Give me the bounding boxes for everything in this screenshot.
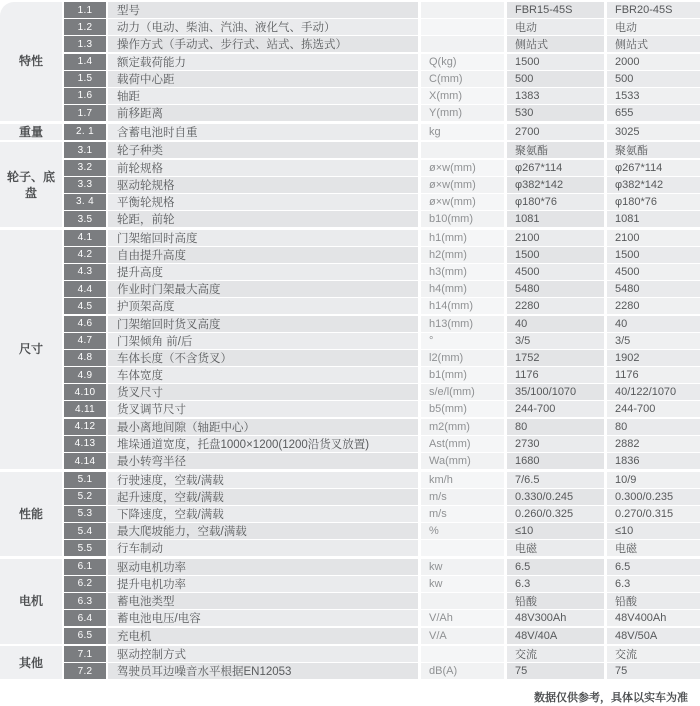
value-model-2: 0.270/0.315 bbox=[607, 506, 700, 522]
table-row bbox=[64, 663, 700, 679]
table-row bbox=[64, 19, 700, 35]
row-number: 6.1 bbox=[64, 559, 106, 575]
table-row bbox=[64, 36, 700, 52]
unit-label: V/Ah bbox=[421, 610, 504, 626]
unit-label: h4(mm) bbox=[421, 281, 504, 297]
unit-label bbox=[421, 19, 504, 35]
param-name: 操作方式（手动式、步行式、站式、拣选式） bbox=[108, 36, 418, 52]
value-model-2: 铅酸 bbox=[607, 593, 700, 609]
param-name: 门架缩回时货叉高度 bbox=[108, 316, 418, 332]
row-number: 7.1 bbox=[64, 646, 106, 662]
table-row bbox=[64, 610, 700, 626]
unit-label: h3(mm) bbox=[421, 264, 504, 280]
value-model-1: 244-700 bbox=[507, 401, 604, 417]
unit-label: kw bbox=[421, 576, 504, 592]
category-cell: 尺寸 bbox=[0, 230, 62, 469]
unit-label: Wa(mm) bbox=[421, 453, 504, 469]
param-name: 货叉尺寸 bbox=[108, 384, 418, 400]
table-row bbox=[64, 264, 700, 280]
row-number: 5.1 bbox=[64, 472, 106, 488]
value-model-1: φ267*114 bbox=[507, 160, 604, 176]
unit-label bbox=[421, 593, 504, 609]
unit-label bbox=[421, 646, 504, 662]
value-model-1: 7/6.5 bbox=[507, 472, 604, 488]
value-model-1: 聚氨酯 bbox=[507, 142, 604, 158]
row-number: 6.5 bbox=[64, 628, 106, 644]
unit-label: kw bbox=[421, 559, 504, 575]
unit-label bbox=[421, 540, 504, 556]
unit-label bbox=[421, 142, 504, 158]
table-row bbox=[64, 506, 700, 522]
value-model-2: 1902 bbox=[607, 350, 700, 366]
value-model-2: 1500 bbox=[607, 247, 700, 263]
unit-label: h2(mm) bbox=[421, 247, 504, 263]
row-number: 4.11 bbox=[64, 401, 106, 417]
value-model-1: 530 bbox=[507, 105, 604, 121]
value-model-2: 244-700 bbox=[607, 401, 700, 417]
param-name: 门架倾角 前/后 bbox=[108, 333, 418, 349]
param-name: 作业时门架最大高度 bbox=[108, 281, 418, 297]
unit-label: kg bbox=[421, 124, 504, 140]
row-number: 3.1 bbox=[64, 142, 106, 158]
row-number: 4.4 bbox=[64, 281, 106, 297]
table-row bbox=[64, 160, 700, 176]
param-name: 前轮规格 bbox=[108, 160, 418, 176]
unit-label: h14(mm) bbox=[421, 298, 504, 314]
unit-label: Ast(mm) bbox=[421, 436, 504, 452]
table-row bbox=[64, 436, 700, 452]
value-model-2: 40 bbox=[607, 316, 700, 332]
value-model-1: 0.330/0.245 bbox=[507, 489, 604, 505]
param-name: 自由提升高度 bbox=[108, 247, 418, 263]
unit-label: h1(mm) bbox=[421, 230, 504, 246]
value-model-2: 1836 bbox=[607, 453, 700, 469]
param-name: 前移距离 bbox=[108, 105, 418, 121]
value-model-2: φ267*114 bbox=[607, 160, 700, 176]
row-number: 1.5 bbox=[64, 71, 106, 87]
table-row bbox=[64, 453, 700, 469]
unit-label: l2(mm) bbox=[421, 350, 504, 366]
value-model-2: 3/5 bbox=[607, 333, 700, 349]
value-model-2: 交流 bbox=[607, 646, 700, 662]
row-number: 1.6 bbox=[64, 88, 106, 104]
value-model-1: 电动 bbox=[507, 19, 604, 35]
row-number: 6.3 bbox=[64, 593, 106, 609]
value-model-2: 48V/50A bbox=[607, 628, 700, 644]
param-name: 充电机 bbox=[108, 628, 418, 644]
value-model-2: FBR20-45S bbox=[607, 2, 700, 18]
table-row bbox=[64, 333, 700, 349]
row-number: 5.3 bbox=[64, 506, 106, 522]
table-section bbox=[0, 646, 700, 679]
unit-label: h13(mm) bbox=[421, 316, 504, 332]
value-model-1: 6.5 bbox=[507, 559, 604, 575]
unit-label: b1(mm) bbox=[421, 367, 504, 383]
table-row bbox=[64, 88, 700, 104]
value-model-2: 电动 bbox=[607, 19, 700, 35]
param-name: 护顶架高度 bbox=[108, 298, 418, 314]
value-model-2: 3025 bbox=[607, 124, 700, 140]
value-model-2: 2280 bbox=[607, 298, 700, 314]
row-number: 4.13 bbox=[64, 436, 106, 452]
unit-label: X(mm) bbox=[421, 88, 504, 104]
value-model-1: 5480 bbox=[507, 281, 604, 297]
value-model-1: 2280 bbox=[507, 298, 604, 314]
table-row bbox=[64, 472, 700, 488]
param-name: 提升电机功率 bbox=[108, 576, 418, 592]
row-number: 4.5 bbox=[64, 298, 106, 314]
param-name: 堆垛通道宽度，托盘1000×1200(1200沿货叉放置) bbox=[108, 436, 418, 452]
value-model-1: 75 bbox=[507, 663, 604, 679]
row-number: 6.2 bbox=[64, 576, 106, 592]
unit-label bbox=[421, 2, 504, 18]
value-model-1: 0.260/0.325 bbox=[507, 506, 604, 522]
table-row bbox=[64, 230, 700, 246]
param-name: 行驶速度，空载/满载 bbox=[108, 472, 418, 488]
value-model-2: 0.300/0.235 bbox=[607, 489, 700, 505]
value-model-2: 4500 bbox=[607, 264, 700, 280]
value-model-2: φ180*76 bbox=[607, 194, 700, 210]
table-row bbox=[64, 628, 700, 644]
param-name: 型号 bbox=[108, 2, 418, 18]
table-row bbox=[64, 646, 700, 662]
unit-label: Y(mm) bbox=[421, 105, 504, 121]
value-model-1: 1752 bbox=[507, 350, 604, 366]
value-model-1: 40 bbox=[507, 316, 604, 332]
value-model-2: 侧站式 bbox=[607, 36, 700, 52]
unit-label: ø×w(mm) bbox=[421, 194, 504, 210]
value-model-2: 2882 bbox=[607, 436, 700, 452]
row-number: 5.2 bbox=[64, 489, 106, 505]
table-row bbox=[64, 54, 700, 70]
category-cell: 轮子、底盘 bbox=[0, 142, 62, 227]
table-row bbox=[64, 124, 700, 140]
unit-label: s/e/l(mm) bbox=[421, 384, 504, 400]
table-row bbox=[64, 593, 700, 609]
param-name: 驾驶员耳边噪音水平根据EN12053 bbox=[108, 663, 418, 679]
param-name: 最大爬坡能力，空载/满载 bbox=[108, 523, 418, 539]
row-number: 3.5 bbox=[64, 211, 106, 227]
value-model-1: 侧站式 bbox=[507, 36, 604, 52]
unit-label: ø×w(mm) bbox=[421, 177, 504, 193]
param-name: 驱动控制方式 bbox=[108, 646, 418, 662]
row-number: 4.1 bbox=[64, 230, 106, 246]
value-model-1: 80 bbox=[507, 419, 604, 435]
param-name: 提升高度 bbox=[108, 264, 418, 280]
table-row bbox=[64, 384, 700, 400]
unit-label: m2(mm) bbox=[421, 419, 504, 435]
unit-label: C(mm) bbox=[421, 71, 504, 87]
value-model-2: 电磁 bbox=[607, 540, 700, 556]
table-row bbox=[64, 142, 700, 158]
row-number: 4.3 bbox=[64, 264, 106, 280]
value-model-2: 2100 bbox=[607, 230, 700, 246]
table-row bbox=[64, 316, 700, 332]
value-model-1: 1500 bbox=[507, 247, 604, 263]
param-name: 车体宽度 bbox=[108, 367, 418, 383]
param-name: 驱动电机功率 bbox=[108, 559, 418, 575]
param-name: 蓄电池电压/电容 bbox=[108, 610, 418, 626]
unit-label: km/h bbox=[421, 472, 504, 488]
value-model-1: FBR15-45S bbox=[507, 2, 604, 18]
param-name: 载荷中心距 bbox=[108, 71, 418, 87]
param-name: 最小转弯半径 bbox=[108, 453, 418, 469]
value-model-2: 2000 bbox=[607, 54, 700, 70]
param-name: 最小离地间隙（轴距中心） bbox=[108, 419, 418, 435]
unit-label: b10(mm) bbox=[421, 211, 504, 227]
value-model-2: 5480 bbox=[607, 281, 700, 297]
unit-label: ° bbox=[421, 333, 504, 349]
value-model-1: 铅酸 bbox=[507, 593, 604, 609]
row-number: 7.2 bbox=[64, 663, 106, 679]
value-model-2: 1533 bbox=[607, 88, 700, 104]
row-number: 4.14 bbox=[64, 453, 106, 469]
table-row bbox=[64, 71, 700, 87]
param-name: 行车制动 bbox=[108, 540, 418, 556]
row-number: 4.8 bbox=[64, 350, 106, 366]
row-number: 1.1 bbox=[64, 2, 106, 18]
table-row bbox=[64, 194, 700, 210]
table-row bbox=[64, 540, 700, 556]
table-row bbox=[64, 523, 700, 539]
row-number: 3. 4 bbox=[64, 194, 106, 210]
row-number: 4.9 bbox=[64, 367, 106, 383]
param-name: 门架缩回时高度 bbox=[108, 230, 418, 246]
row-number: 4.10 bbox=[64, 384, 106, 400]
category-cell: 特性 bbox=[0, 2, 62, 121]
param-name: 含蓄电池时自重 bbox=[108, 124, 418, 140]
param-name: 车体长度（不含货叉） bbox=[108, 350, 418, 366]
table-row bbox=[64, 367, 700, 383]
table-row bbox=[64, 350, 700, 366]
disclaimer-note: 数据仅供参考，具体以实车为准 bbox=[534, 692, 688, 705]
table-section bbox=[0, 559, 700, 644]
table-row bbox=[64, 576, 700, 592]
value-model-1: 1081 bbox=[507, 211, 604, 227]
param-name: 蓄电池类型 bbox=[108, 593, 418, 609]
value-model-2: 80 bbox=[607, 419, 700, 435]
table-section bbox=[0, 124, 700, 140]
param-name: 额定载荷能力 bbox=[108, 54, 418, 70]
table-section bbox=[0, 142, 700, 227]
value-model-2: φ382*142 bbox=[607, 177, 700, 193]
table-section bbox=[0, 2, 700, 121]
value-model-1: 3/5 bbox=[507, 333, 604, 349]
param-name: 驱动轮规格 bbox=[108, 177, 418, 193]
unit-label: m/s bbox=[421, 506, 504, 522]
row-number: 4.7 bbox=[64, 333, 106, 349]
value-model-2: 6.5 bbox=[607, 559, 700, 575]
value-model-2: 48V400Ah bbox=[607, 610, 700, 626]
value-model-1: 电磁 bbox=[507, 540, 604, 556]
value-model-1: 48V/40A bbox=[507, 628, 604, 644]
value-model-2: 10/9 bbox=[607, 472, 700, 488]
value-model-2: 1081 bbox=[607, 211, 700, 227]
unit-label: b5(mm) bbox=[421, 401, 504, 417]
table-row bbox=[64, 105, 700, 121]
value-model-1: 交流 bbox=[507, 646, 604, 662]
param-name: 下降速度，空载/满载 bbox=[108, 506, 418, 522]
table-row bbox=[64, 419, 700, 435]
unit-label: V/A bbox=[421, 628, 504, 644]
row-number: 5.5 bbox=[64, 540, 106, 556]
row-number: 1.4 bbox=[64, 54, 106, 70]
value-model-2: 聚氨酯 bbox=[607, 142, 700, 158]
row-number: 1.7 bbox=[64, 105, 106, 121]
table-section bbox=[0, 472, 700, 557]
table-row bbox=[64, 211, 700, 227]
unit-label: Q(kg) bbox=[421, 54, 504, 70]
row-number: 4.2 bbox=[64, 247, 106, 263]
value-model-2: 75 bbox=[607, 663, 700, 679]
row-number: 2. 1 bbox=[64, 124, 106, 140]
value-model-2: 6.3 bbox=[607, 576, 700, 592]
param-name: 轮距，前轮 bbox=[108, 211, 418, 227]
unit-label: dB(A) bbox=[421, 663, 504, 679]
row-number: 4.12 bbox=[64, 419, 106, 435]
value-model-2: ≤10 bbox=[607, 523, 700, 539]
unit-label: % bbox=[421, 523, 504, 539]
table-row bbox=[64, 559, 700, 575]
value-model-2: 1176 bbox=[607, 367, 700, 383]
value-model-1: 500 bbox=[507, 71, 604, 87]
value-model-1: 2100 bbox=[507, 230, 604, 246]
value-model-1: 1680 bbox=[507, 453, 604, 469]
unit-label: ø×w(mm) bbox=[421, 160, 504, 176]
category-cell: 性能 bbox=[0, 472, 62, 557]
table-section bbox=[0, 230, 700, 469]
value-model-2: 655 bbox=[607, 105, 700, 121]
table-row bbox=[64, 489, 700, 505]
param-name: 平衡轮规格 bbox=[108, 194, 418, 210]
table-row bbox=[64, 177, 700, 193]
value-model-1: 1176 bbox=[507, 367, 604, 383]
value-model-1: 1500 bbox=[507, 54, 604, 70]
table-row bbox=[64, 298, 700, 314]
value-model-1: 1383 bbox=[507, 88, 604, 104]
param-name: 轮子种类 bbox=[108, 142, 418, 158]
value-model-2: 500 bbox=[607, 71, 700, 87]
param-name: 轴距 bbox=[108, 88, 418, 104]
category-cell: 重量 bbox=[0, 124, 62, 140]
table-row bbox=[64, 247, 700, 263]
value-model-1: 6.3 bbox=[507, 576, 604, 592]
value-model-1: φ382*142 bbox=[507, 177, 604, 193]
unit-label bbox=[421, 36, 504, 52]
table-row bbox=[64, 401, 700, 417]
param-name: 起升速度，空载/满载 bbox=[108, 489, 418, 505]
row-number: 4.6 bbox=[64, 316, 106, 332]
value-model-1: 35/100/1070 bbox=[507, 384, 604, 400]
value-model-1: ≤10 bbox=[507, 523, 604, 539]
value-model-1: 2730 bbox=[507, 436, 604, 452]
row-number: 1.3 bbox=[64, 36, 106, 52]
row-number: 3.3 bbox=[64, 177, 106, 193]
param-name: 货叉调节尺寸 bbox=[108, 401, 418, 417]
category-cell: 电机 bbox=[0, 559, 62, 644]
category-cell: 其他 bbox=[0, 646, 62, 679]
row-number: 3.2 bbox=[64, 160, 106, 176]
value-model-1: 2700 bbox=[507, 124, 604, 140]
value-model-1: 48V300Ah bbox=[507, 610, 604, 626]
row-number: 1.2 bbox=[64, 19, 106, 35]
value-model-1: 4500 bbox=[507, 264, 604, 280]
unit-label: m/s bbox=[421, 489, 504, 505]
table-row bbox=[64, 281, 700, 297]
param-name: 动力（电动、柴油、汽油、液化气、手动） bbox=[108, 19, 418, 35]
row-number: 6.4 bbox=[64, 610, 106, 626]
row-number: 5.4 bbox=[64, 523, 106, 539]
value-model-2: 40/122/1070 bbox=[607, 384, 700, 400]
table-row bbox=[64, 2, 700, 18]
value-model-1: φ180*76 bbox=[507, 194, 604, 210]
